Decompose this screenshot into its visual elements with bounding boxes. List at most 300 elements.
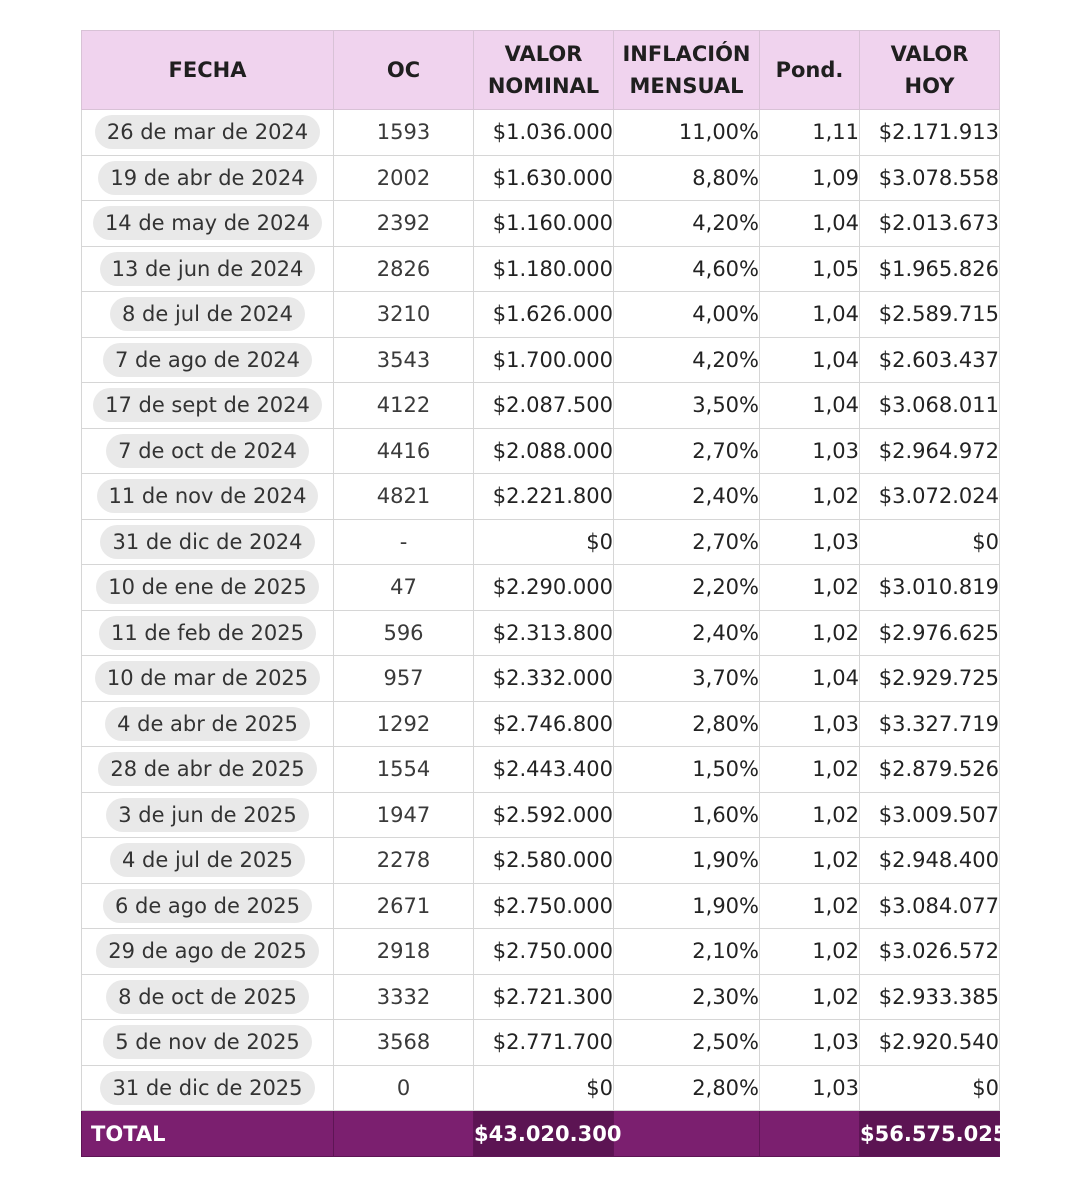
- valor-hoy-cell[interactable]: [860, 246, 1000, 292]
- header-fecha-label: FECHA: [168, 58, 247, 82]
- valor-nominal-cell[interactable]: [474, 383, 614, 429]
- pond-cell[interactable]: [760, 656, 860, 702]
- oc-cell[interactable]: [334, 610, 474, 656]
- inflacion-cell[interactable]: [614, 883, 760, 929]
- oc-value: 4821: [376, 484, 431, 509]
- pond-cell[interactable]: [760, 883, 860, 929]
- pond-value: 1,09: [812, 165, 859, 190]
- inflacion-value: 2,30%: [692, 984, 759, 1009]
- date-chip: 13 de jun de 2024: [100, 252, 316, 286]
- pond-cell[interactable]: [760, 201, 860, 247]
- inflacion-cell[interactable]: [614, 929, 760, 975]
- pond-cell[interactable]: [760, 747, 860, 793]
- table-row: [82, 792, 1000, 838]
- table-row: [82, 428, 1000, 474]
- date-chip: 31 de dic de 2024: [100, 525, 314, 559]
- oc-cell[interactable]: [334, 246, 474, 292]
- date-chip: 3 de jun de 2025: [106, 798, 308, 832]
- valor-nominal-cell[interactable]: [474, 1020, 614, 1066]
- header-valor-hoy[interactable]: [860, 31, 1000, 110]
- date-chip: 10 de mar de 2025: [95, 661, 320, 695]
- fecha-cell[interactable]: [82, 883, 334, 929]
- oc-cell[interactable]: [334, 110, 474, 156]
- pond-value: 1,02: [812, 984, 859, 1009]
- pond-value: 1,11: [812, 120, 859, 145]
- header-oc[interactable]: [334, 31, 474, 110]
- table-row: [82, 292, 1000, 338]
- pond-cell[interactable]: [760, 519, 860, 565]
- oc-value: 1593: [376, 120, 431, 145]
- valor-hoy-cell[interactable]: [860, 838, 1000, 884]
- valor-hoy-value: $3.072.024: [878, 484, 999, 509]
- fecha-cell[interactable]: [82, 428, 334, 474]
- inflacion-cell[interactable]: [614, 337, 760, 383]
- inflacion-value: 2,80%: [692, 711, 759, 736]
- valor-nominal-cell[interactable]: [474, 292, 614, 338]
- inflacion-cell[interactable]: [614, 519, 760, 565]
- date-chip: 8 de oct de 2025: [106, 980, 309, 1014]
- pond-cell[interactable]: [760, 792, 860, 838]
- valor-nominal-cell[interactable]: [474, 201, 614, 247]
- oc-cell[interactable]: [334, 1020, 474, 1066]
- table-row: [82, 883, 1000, 929]
- oc-cell[interactable]: [334, 155, 474, 201]
- inflacion-value: 4,00%: [692, 302, 759, 327]
- oc-value: 0: [396, 1075, 411, 1100]
- valor-hoy-cell[interactable]: [860, 155, 1000, 201]
- inflacion-cell[interactable]: [614, 110, 760, 156]
- date-chip: 10 de ene de 2025: [96, 570, 319, 604]
- valor-nominal-cell[interactable]: [474, 428, 614, 474]
- inflacion-value: 1,60%: [692, 802, 759, 827]
- header-oc-label: OC: [386, 58, 421, 82]
- oc-value: 596: [383, 620, 424, 645]
- valor-hoy-value: $2.879.526: [878, 757, 999, 782]
- pond-value: 1,04: [812, 666, 859, 691]
- valor-hoy-value: $2.948.400: [878, 848, 999, 873]
- fecha-cell[interactable]: [82, 292, 334, 338]
- table-row: [82, 656, 1000, 702]
- table-row: [82, 838, 1000, 884]
- valor-nominal-value: $1.180.000: [492, 256, 613, 281]
- pond-cell[interactable]: [760, 155, 860, 201]
- valor-nominal-value: $2.221.800: [492, 484, 613, 509]
- pond-value: 1,03: [812, 1030, 859, 1055]
- valor-hoy-cell[interactable]: [860, 747, 1000, 793]
- pond-value: 1,02: [812, 620, 859, 645]
- inflacion-value: 2,40%: [692, 620, 759, 645]
- valor-nominal-value: $1.626.000: [492, 302, 613, 327]
- table-row: [82, 383, 1000, 429]
- inflacion-cell[interactable]: [614, 383, 760, 429]
- inflacion-cell[interactable]: [614, 155, 760, 201]
- inflacion-value: 2,50%: [692, 1030, 759, 1055]
- total-label: TOTAL: [91, 1121, 166, 1146]
- valor-nominal-value: $1.160.000: [492, 211, 613, 236]
- oc-cell[interactable]: [334, 701, 474, 747]
- total-label-cell[interactable]: [82, 1111, 334, 1157]
- oc-value: 3210: [376, 302, 431, 327]
- pond-value: 1,02: [812, 802, 859, 827]
- valor-hoy-cell[interactable]: [860, 1020, 1000, 1066]
- oc-value: 2002: [376, 165, 431, 190]
- valor-nominal-value: $2.332.000: [492, 666, 613, 691]
- pond-cell[interactable]: [760, 565, 860, 611]
- pond-cell[interactable]: [760, 428, 860, 474]
- valor-nominal-cell[interactable]: [474, 474, 614, 520]
- table-row: [82, 929, 1000, 975]
- fecha-cell[interactable]: [82, 929, 334, 975]
- oc-cell[interactable]: [334, 838, 474, 884]
- table-row: [82, 201, 1000, 247]
- table-row: [82, 519, 1000, 565]
- valor-hoy-value: $0: [972, 1075, 999, 1100]
- fecha-cell[interactable]: [82, 474, 334, 520]
- table-row: [82, 701, 1000, 747]
- inflacion-value: 4,60%: [692, 256, 759, 281]
- inflacion-cell[interactable]: [614, 974, 760, 1020]
- date-chip: 28 de abr de 2025: [98, 752, 316, 786]
- total-hoy-value: $56.575.025: [860, 1121, 1008, 1146]
- oc-cell[interactable]: [334, 201, 474, 247]
- fecha-cell[interactable]: [82, 1020, 334, 1066]
- valor-nominal-cell[interactable]: [474, 337, 614, 383]
- fecha-cell[interactable]: [82, 201, 334, 247]
- valor-nominal-value: $2.771.700: [492, 1030, 613, 1055]
- table-header: [82, 31, 1000, 110]
- oc-value: -: [399, 529, 408, 554]
- oc-cell[interactable]: [334, 292, 474, 338]
- date-chip: 19 de abr de 2024: [98, 161, 316, 195]
- pond-cell[interactable]: [760, 110, 860, 156]
- pond-value: 1,03: [812, 529, 859, 554]
- valor-nominal-value: $1.700.000: [492, 347, 613, 372]
- date-chip: 11 de nov de 2024: [97, 479, 319, 513]
- valor-hoy-cell[interactable]: [860, 292, 1000, 338]
- valor-hoy-value: $2.929.725: [878, 666, 999, 691]
- oc-cell[interactable]: [334, 747, 474, 793]
- table-footer: [82, 1111, 1008, 1157]
- fecha-cell[interactable]: [82, 155, 334, 201]
- pond-cell[interactable]: [760, 1020, 860, 1066]
- pond-cell[interactable]: [760, 292, 860, 338]
- pond-cell[interactable]: [760, 1065, 860, 1111]
- pond-cell[interactable]: [760, 337, 860, 383]
- pond-cell[interactable]: [760, 383, 860, 429]
- date-chip: 26 de mar de 2024: [95, 115, 320, 149]
- table-row: [82, 337, 1000, 383]
- date-chip: 29 de ago de 2025: [96, 934, 318, 968]
- oc-cell[interactable]: [334, 883, 474, 929]
- valor-hoy-cell[interactable]: [860, 383, 1000, 429]
- inflacion-value: 8,80%: [692, 165, 759, 190]
- valor-hoy-cell[interactable]: [860, 565, 1000, 611]
- total-hoy-cell[interactable]: [860, 1111, 1008, 1157]
- valor-nominal-cell[interactable]: [474, 656, 614, 702]
- valor-hoy-cell[interactable]: [860, 792, 1000, 838]
- total-pond-cell[interactable]: [760, 1111, 860, 1157]
- valor-hoy-value: $2.589.715: [878, 302, 999, 327]
- valor-nominal-cell[interactable]: [474, 610, 614, 656]
- total-oc-cell[interactable]: [334, 1111, 474, 1157]
- valor-nominal-value: $0: [586, 529, 613, 554]
- valor-nominal-cell[interactable]: [474, 747, 614, 793]
- inflacion-value: 1,50%: [692, 757, 759, 782]
- valor-nominal-value: $2.580.000: [492, 848, 613, 873]
- inflacion-cell[interactable]: [614, 792, 760, 838]
- inflacion-cell[interactable]: [614, 1065, 760, 1111]
- header-pond-label: Pond.: [775, 58, 844, 82]
- oc-value: 2671: [376, 893, 431, 918]
- oc-cell[interactable]: [334, 519, 474, 565]
- total-row: [82, 1111, 1000, 1157]
- oc-cell[interactable]: [334, 565, 474, 611]
- date-chip: 31 de dic de 2025: [100, 1071, 314, 1105]
- oc-value: 3332: [376, 984, 431, 1009]
- inflacion-cell[interactable]: [614, 428, 760, 474]
- inflacion-cell[interactable]: [614, 701, 760, 747]
- valor-hoy-value: $3.010.819: [878, 575, 999, 600]
- date-chip: 4 de abr de 2025: [105, 707, 310, 741]
- valor-hoy-value: $3.026.572: [878, 939, 999, 964]
- inflacion-cell[interactable]: [614, 292, 760, 338]
- fecha-cell[interactable]: [82, 974, 334, 1020]
- valor-hoy-cell[interactable]: [860, 337, 1000, 383]
- valor-hoy-cell[interactable]: [860, 929, 1000, 975]
- oc-cell[interactable]: [334, 474, 474, 520]
- pond-cell[interactable]: [760, 474, 860, 520]
- valor-hoy-value: $2.920.540: [878, 1030, 999, 1055]
- header-row: [82, 31, 1000, 110]
- oc-value: 2392: [376, 211, 431, 236]
- inflacion-cell[interactable]: [614, 747, 760, 793]
- valor-hoy-value: $2.964.972: [878, 438, 999, 463]
- pond-cell[interactable]: [760, 929, 860, 975]
- valor-hoy-cell[interactable]: [860, 883, 1000, 929]
- inflacion-cell[interactable]: [614, 656, 760, 702]
- valor-nominal-cell[interactable]: [474, 155, 614, 201]
- date-chip: 5 de nov de 2025: [103, 1025, 312, 1059]
- pond-value: 1,02: [812, 484, 859, 509]
- valor-hoy-cell[interactable]: [860, 428, 1000, 474]
- oc-value: 3568: [376, 1030, 431, 1055]
- oc-cell[interactable]: [334, 428, 474, 474]
- valor-hoy-cell[interactable]: [860, 201, 1000, 247]
- fecha-cell[interactable]: [82, 838, 334, 884]
- inflacion-value: 1,90%: [692, 848, 759, 873]
- fecha-cell[interactable]: [82, 747, 334, 793]
- valor-nominal-cell[interactable]: [474, 792, 614, 838]
- date-chip: 8 de jul de 2024: [110, 297, 305, 331]
- valor-nominal-value: $2.087.500: [492, 393, 613, 418]
- table-row: [82, 155, 1000, 201]
- oc-value: 1947: [376, 802, 431, 827]
- valor-hoy-value: $3.327.719: [878, 711, 999, 736]
- inflacion-value: 2,10%: [692, 939, 759, 964]
- pond-value: 1,04: [812, 302, 859, 327]
- total-inflacion-cell[interactable]: [614, 1111, 760, 1157]
- inflacion-cell[interactable]: [614, 474, 760, 520]
- table-row: [82, 110, 1000, 156]
- fecha-cell[interactable]: [82, 610, 334, 656]
- valor-nominal-cell[interactable]: [474, 974, 614, 1020]
- valor-nominal-cell[interactable]: [474, 1065, 614, 1111]
- valor-hoy-cell[interactable]: [860, 110, 1000, 156]
- header-valor-hoy-line2: HOY: [904, 74, 955, 98]
- inflacion-value: 4,20%: [692, 347, 759, 372]
- oc-value: 1292: [376, 711, 431, 736]
- valor-hoy-value: $2.933.385: [878, 984, 999, 1009]
- oc-cell[interactable]: [334, 656, 474, 702]
- valor-hoy-value: $2.013.673: [878, 211, 999, 236]
- fecha-cell[interactable]: [82, 792, 334, 838]
- inflacion-cell[interactable]: [614, 1020, 760, 1066]
- inflacion-value: 2,70%: [692, 438, 759, 463]
- date-chip: 7 de oct de 2024: [106, 434, 309, 468]
- pond-cell[interactable]: [760, 838, 860, 884]
- table-row: [82, 747, 1000, 793]
- valuation-table: [81, 30, 1008, 1157]
- inflacion-value: 4,20%: [692, 211, 759, 236]
- pond-cell[interactable]: [760, 701, 860, 747]
- valor-hoy-value: $0: [972, 529, 999, 554]
- header-valor-hoy-line1: VALOR: [890, 42, 969, 66]
- valor-hoy-value: $3.084.077: [878, 893, 999, 918]
- inflacion-cell[interactable]: [614, 838, 760, 884]
- valor-nominal-value: $1.630.000: [492, 165, 613, 190]
- valor-nominal-value: $2.443.400: [492, 757, 613, 782]
- date-chip: 4 de jul de 2025: [110, 843, 305, 877]
- oc-value: 2278: [376, 848, 431, 873]
- valor-hoy-value: $3.078.558: [878, 165, 999, 190]
- header-pond[interactable]: [760, 31, 860, 110]
- oc-cell[interactable]: [334, 929, 474, 975]
- pond-cell[interactable]: [760, 610, 860, 656]
- pond-value: 1,03: [812, 711, 859, 736]
- table-row: [82, 610, 1000, 656]
- oc-cell[interactable]: [334, 337, 474, 383]
- valor-hoy-cell[interactable]: [860, 656, 1000, 702]
- pond-value: 1,02: [812, 893, 859, 918]
- valor-nominal-cell[interactable]: [474, 929, 614, 975]
- pond-value: 1,02: [812, 757, 859, 782]
- table-row: [82, 1065, 1000, 1111]
- valor-hoy-cell[interactable]: [860, 610, 1000, 656]
- header-valor-nominal-line1: VALOR: [504, 42, 583, 66]
- valor-hoy-value: $2.603.437: [878, 347, 999, 372]
- inflacion-value: 2,70%: [692, 529, 759, 554]
- pond-value: 1,04: [812, 211, 859, 236]
- pond-value: 1,04: [812, 393, 859, 418]
- oc-value: 2826: [376, 256, 431, 281]
- fecha-cell[interactable]: [82, 337, 334, 383]
- header-inflacion-mensual[interactable]: [614, 31, 760, 110]
- pond-value: 1,04: [812, 347, 859, 372]
- oc-value: 4122: [376, 393, 431, 418]
- inflacion-value: 2,20%: [692, 575, 759, 600]
- pond-value: 1,02: [812, 575, 859, 600]
- valor-nominal-cell[interactable]: [474, 519, 614, 565]
- oc-value: 4416: [376, 438, 431, 463]
- valor-hoy-cell[interactable]: [860, 974, 1000, 1020]
- fecha-cell[interactable]: [82, 110, 334, 156]
- oc-value: 957: [383, 666, 424, 691]
- header-fecha[interactable]: [82, 31, 334, 110]
- valor-nominal-value: $2.088.000: [492, 438, 613, 463]
- valor-hoy-cell[interactable]: [860, 701, 1000, 747]
- valor-nominal-value: $2.750.000: [492, 893, 613, 918]
- valor-nominal-cell[interactable]: [474, 701, 614, 747]
- total-nominal-cell[interactable]: [474, 1111, 622, 1157]
- oc-cell[interactable]: [334, 792, 474, 838]
- inflacion-value: 2,40%: [692, 484, 759, 509]
- valor-nominal-cell[interactable]: [474, 565, 614, 611]
- valor-hoy-value: $1.965.826: [878, 256, 999, 281]
- fecha-cell[interactable]: [82, 519, 334, 565]
- fecha-cell[interactable]: [82, 565, 334, 611]
- inflacion-cell[interactable]: [614, 246, 760, 292]
- oc-cell[interactable]: [334, 974, 474, 1020]
- fecha-cell[interactable]: [82, 383, 334, 429]
- valor-nominal-value: $0: [586, 1075, 613, 1100]
- valor-hoy-value: $3.068.011: [878, 393, 999, 418]
- valor-hoy-value: $2.976.625: [878, 620, 999, 645]
- oc-value: 47: [390, 575, 417, 600]
- header-inflacion-line1: INFLACIÓN: [622, 42, 751, 66]
- fecha-cell[interactable]: [82, 1065, 334, 1111]
- inflacion-value: 2,80%: [692, 1075, 759, 1100]
- date-chip: 7 de ago de 2024: [103, 343, 312, 377]
- valor-hoy-cell[interactable]: [860, 474, 1000, 520]
- pond-value: 1,03: [812, 438, 859, 463]
- oc-value: 2918: [376, 939, 431, 964]
- table-row: [82, 974, 1000, 1020]
- valor-hoy-cell[interactable]: [860, 1065, 1000, 1111]
- inflacion-cell[interactable]: [614, 565, 760, 611]
- date-chip: 14 de may de 2024: [93, 206, 322, 240]
- header-valor-nominal-line2: NOMINAL: [487, 74, 600, 98]
- inflacion-value: 1,90%: [692, 893, 759, 918]
- header-valor-nominal[interactable]: [474, 31, 614, 110]
- pond-value: 1,02: [812, 939, 859, 964]
- table-row: [82, 474, 1000, 520]
- valor-nominal-value: $2.721.300: [492, 984, 613, 1009]
- pond-cell[interactable]: [760, 974, 860, 1020]
- fecha-cell[interactable]: [82, 701, 334, 747]
- inflacion-value: 11,00%: [678, 120, 759, 145]
- inflacion-cell[interactable]: [614, 610, 760, 656]
- date-chip: 17 de sept de 2024: [93, 388, 322, 422]
- pond-value: 1,03: [812, 1075, 859, 1100]
- valor-nominal-cell[interactable]: [474, 246, 614, 292]
- valor-nominal-value: $2.313.800: [492, 620, 613, 645]
- fecha-cell[interactable]: [82, 246, 334, 292]
- oc-cell[interactable]: [334, 383, 474, 429]
- inflacion-value: 3,70%: [692, 666, 759, 691]
- valor-hoy-value: $2.171.913: [878, 120, 999, 145]
- fecha-cell[interactable]: [82, 656, 334, 702]
- valor-nominal-cell[interactable]: [474, 838, 614, 884]
- valor-nominal-value: $1.036.000: [492, 120, 613, 145]
- valor-hoy-cell[interactable]: [860, 519, 1000, 565]
- valor-nominal-cell[interactable]: [474, 883, 614, 929]
- valor-nominal-value: $2.746.800: [492, 711, 613, 736]
- oc-cell[interactable]: [334, 1065, 474, 1111]
- header-inflacion-line2: MENSUAL: [629, 74, 744, 98]
- pond-cell[interactable]: [760, 246, 860, 292]
- inflacion-cell[interactable]: [614, 201, 760, 247]
- valor-nominal-cell[interactable]: [474, 110, 614, 156]
